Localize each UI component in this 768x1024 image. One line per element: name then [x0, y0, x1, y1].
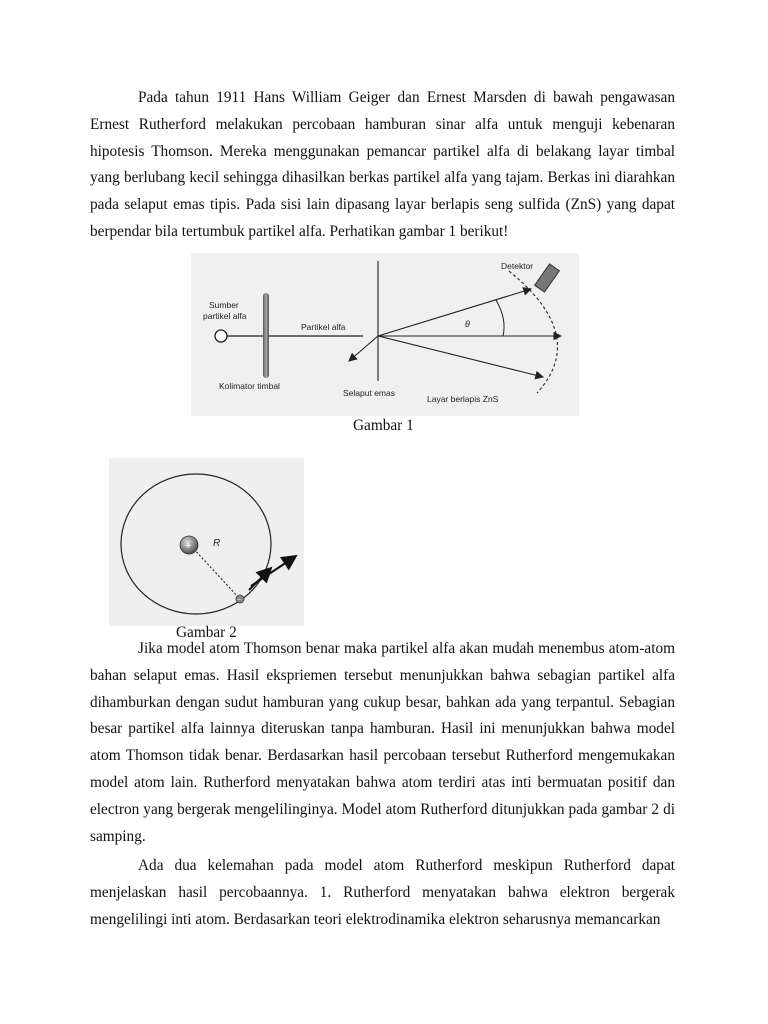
- deflected-ray-up: [378, 289, 531, 336]
- force-arrow: [249, 568, 271, 590]
- paragraph-intro-text: Pada tahun 1911 Hans William Geiger dan Ernest Marsden di bawah pengawasan Ernest Rutherford melakukan percobaan hamburan sinar alfa untuk menguji kebenaran hipotesis Thomson. Mereka menggunakan pemancar partikel alfa di belakang layar timbal yang berlubang kecil sehingga dihasilkan berkas partikel alfa yang tajam. Berkas ini diarahkan pada selaput emas tipis. Pada sisi lain dipasang layar berlapis seng sulfida (ZnS) yang dapat berpendar bila tertumbuk partikel alfa. Perhatikan gambar 1 berikut!: [90, 89, 675, 240]
- figure-1-scattering-diagram: [191, 253, 579, 416]
- paragraph-weakness: [90, 853, 675, 933]
- figure-2-caption: Gambar 2: [176, 624, 237, 641]
- paragraph-intro: [90, 85, 675, 246]
- theta-arc: [496, 300, 504, 336]
- collimator-bar: [263, 293, 269, 378]
- label-partikel-alfa-source: partikel alfa: [203, 311, 247, 321]
- detector-box: [535, 264, 560, 292]
- label-layar: Layar berlapis ZnS: [427, 394, 499, 404]
- source-circle: [215, 330, 227, 342]
- label-sumber: Sumber: [209, 300, 239, 310]
- label-detektor: Detektor: [501, 261, 534, 271]
- figure-2-atom-model: [109, 458, 304, 626]
- deflected-ray-down: [378, 336, 543, 377]
- nucleus-plus-sign: +: [185, 540, 192, 552]
- backscatter-ray: [349, 336, 378, 361]
- label-kolimator: Kolimator timbal: [219, 381, 280, 391]
- label-selaput: Selaput emas: [343, 388, 395, 398]
- label-radius: R: [213, 538, 221, 549]
- electron-minus-sign: −: [237, 597, 242, 604]
- label-partikel-alfa-beam: Partikel alfa: [301, 322, 346, 332]
- paragraph-weakness-text: Ada dua kelemahan pada model atom Rutherford meskipun Rutherford dapat menjelaskan hasil percobaannya. 1. Rutherford menyatakan bahwa elektron bergerak mengelilingi inti atom. Berdasarkan teori elektrodinamika elektron seharusnya memancarkan: [90, 857, 675, 928]
- radius-line: [191, 546, 240, 599]
- paragraph-results: [90, 636, 675, 850]
- label-theta: θ: [465, 319, 470, 329]
- figure-1-caption: Gambar 1: [353, 417, 414, 434]
- paragraph-results-text: Jika model atom Thomson benar maka partikel alfa akan mudah menembus atom-atom bahan selaput emas. Hasil ekspriemen tersebut menunjukkan bahwa sebagian partikel alfa dihamburkan dengan sudut hamburan yang cukup besar, bahkan ada yang terpantul. Sebagian besar partikel alfa lainnya diteruskan tanpa hamburan. Hasil ini menunjukkan bahwa model atom Thomson tidak benar. Berdasarkan hasil percobaan tersebut Rutherford mengemukakan model atom lain. Rutherford menyatakan bahwa atom terdiri atas inti bermuatan positif dan electron yang bergerak mengelilinginya. Model atom Rutherford ditunjukkan pada gambar 2 di samping.: [90, 640, 675, 845]
